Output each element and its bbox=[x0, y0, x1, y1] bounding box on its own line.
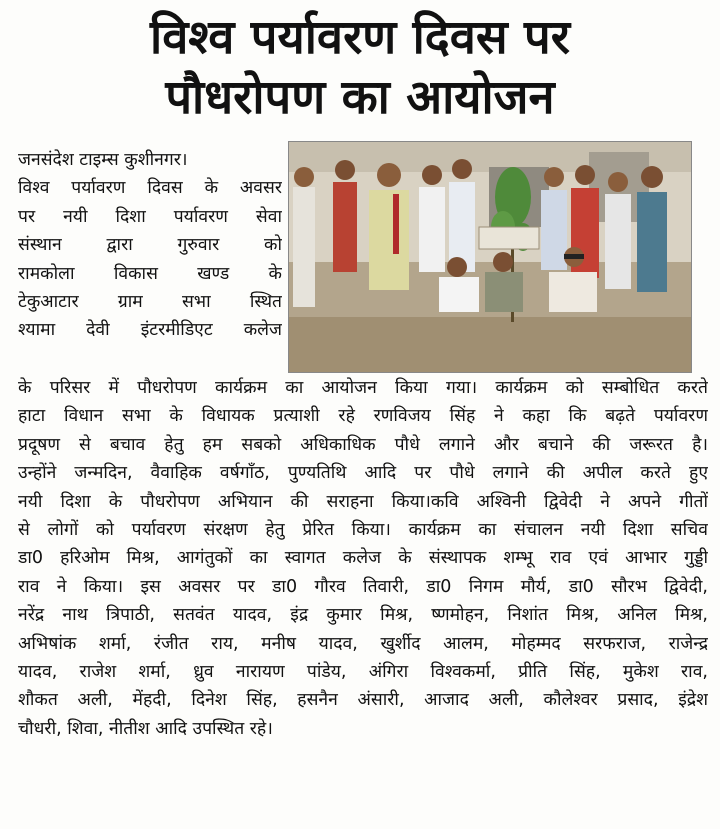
body-line: के परिसर में पौधरोपण कार्यक्रम का आयोजन किया गया। कार्यक्रम को सम्बोधित करते bbox=[18, 378, 708, 398]
group-photo-icon bbox=[289, 142, 691, 372]
body-line: शौकत अली, मेंहदी, दिनेश सिंह, हसनैन अंसारी, आजाद अली, कौलेश्वर प्रसाद, इंद्रेश bbox=[18, 690, 708, 711]
article-body-text bbox=[18, 374, 708, 743]
column-line: संस्थान द्वारा गुरुवार को bbox=[18, 235, 282, 256]
article-column-text bbox=[18, 146, 282, 345]
body-line: चौधरी, शिवा, नीतीश आदि उपस्थित रहे। bbox=[18, 718, 273, 739]
column-line: टेकुआटार ग्राम सभा स्थित bbox=[18, 292, 282, 313]
body-line: नयी दिशा के पौधरोपण अभियान की सराहना किया।कवि अश्विनी द्विवेदी ने अपने गीतों bbox=[18, 491, 708, 512]
body-line: से लोगों को पर्यावरण संरक्षण हेतु प्रेरित किया। कार्यक्रम का संचालन नयी दिशा सचिव bbox=[18, 520, 708, 541]
body-line: प्रदूषण से बचाव हेतु हम सबको अधिकाधिक पौधे लगाने और बचाने की जरूरत है। bbox=[18, 434, 708, 455]
event-photo bbox=[288, 141, 692, 373]
body-line: नरेंद्र नाथ त्रिपाठी, सतवंत यादव, इंद्र कुमार मिश्र, ष्णमोहन, निशांत मिश्र, अनिल मिश्र, bbox=[18, 605, 708, 626]
headline-line-2: पौधरोपण का आयोजन bbox=[165, 70, 555, 125]
column-line: श्यामा देवी इंटरमीडिएट कलेज bbox=[18, 320, 282, 341]
body-line: डा0 हरिओम मिश्र, आगंतुकों का स्वागत कलेज के संस्थापक शम्भू राव एवं आभार गुड्डी bbox=[18, 548, 708, 569]
body-line: यादव, राजेश शर्मा, ध्रुव नारायण पांडेय, अंगिरा विश्वकर्मा, प्रीति सिंह, मुकेश राव, bbox=[18, 662, 708, 683]
body-line: अभिषांक शर्मा, रंजीत राय, मनीष यादव, खुर्शीद आलम, मोहम्मद सरफराज, राजेन्द्र bbox=[18, 633, 708, 654]
headline bbox=[14, 0, 706, 128]
body-line: राव ने किया। इस अवसर पर डा0 गौरव तिवारी, डा0 निगम मौर्य, डा0 सौरभ द्विवेदी, bbox=[18, 576, 708, 597]
column-line: विश्व पर्यावरण दिवस के अवसर bbox=[18, 178, 282, 199]
column-line: जनसंदेश टाइम्स कुशीनगर। bbox=[18, 150, 188, 170]
headline-line-1: विश्व पर्यावरण दिवस पर bbox=[150, 10, 570, 65]
body-line: हाटा विधान सभा के विधायक प्रत्याशी रहे रणविजय सिंह ने कहा कि बढ़ते पर्यावरण bbox=[18, 406, 708, 427]
body-line: उन्होंने जन्मदिन, वैवाहिक वर्षगाँठ, पुण्यतिथि आदि पर पौधे लगाने की अपील करते हुए bbox=[18, 463, 708, 484]
column-line: पर नयी दिशा पर्यावरण सेवा bbox=[18, 206, 282, 227]
column-line: रामकोला विकास खण्ड के bbox=[18, 263, 282, 284]
